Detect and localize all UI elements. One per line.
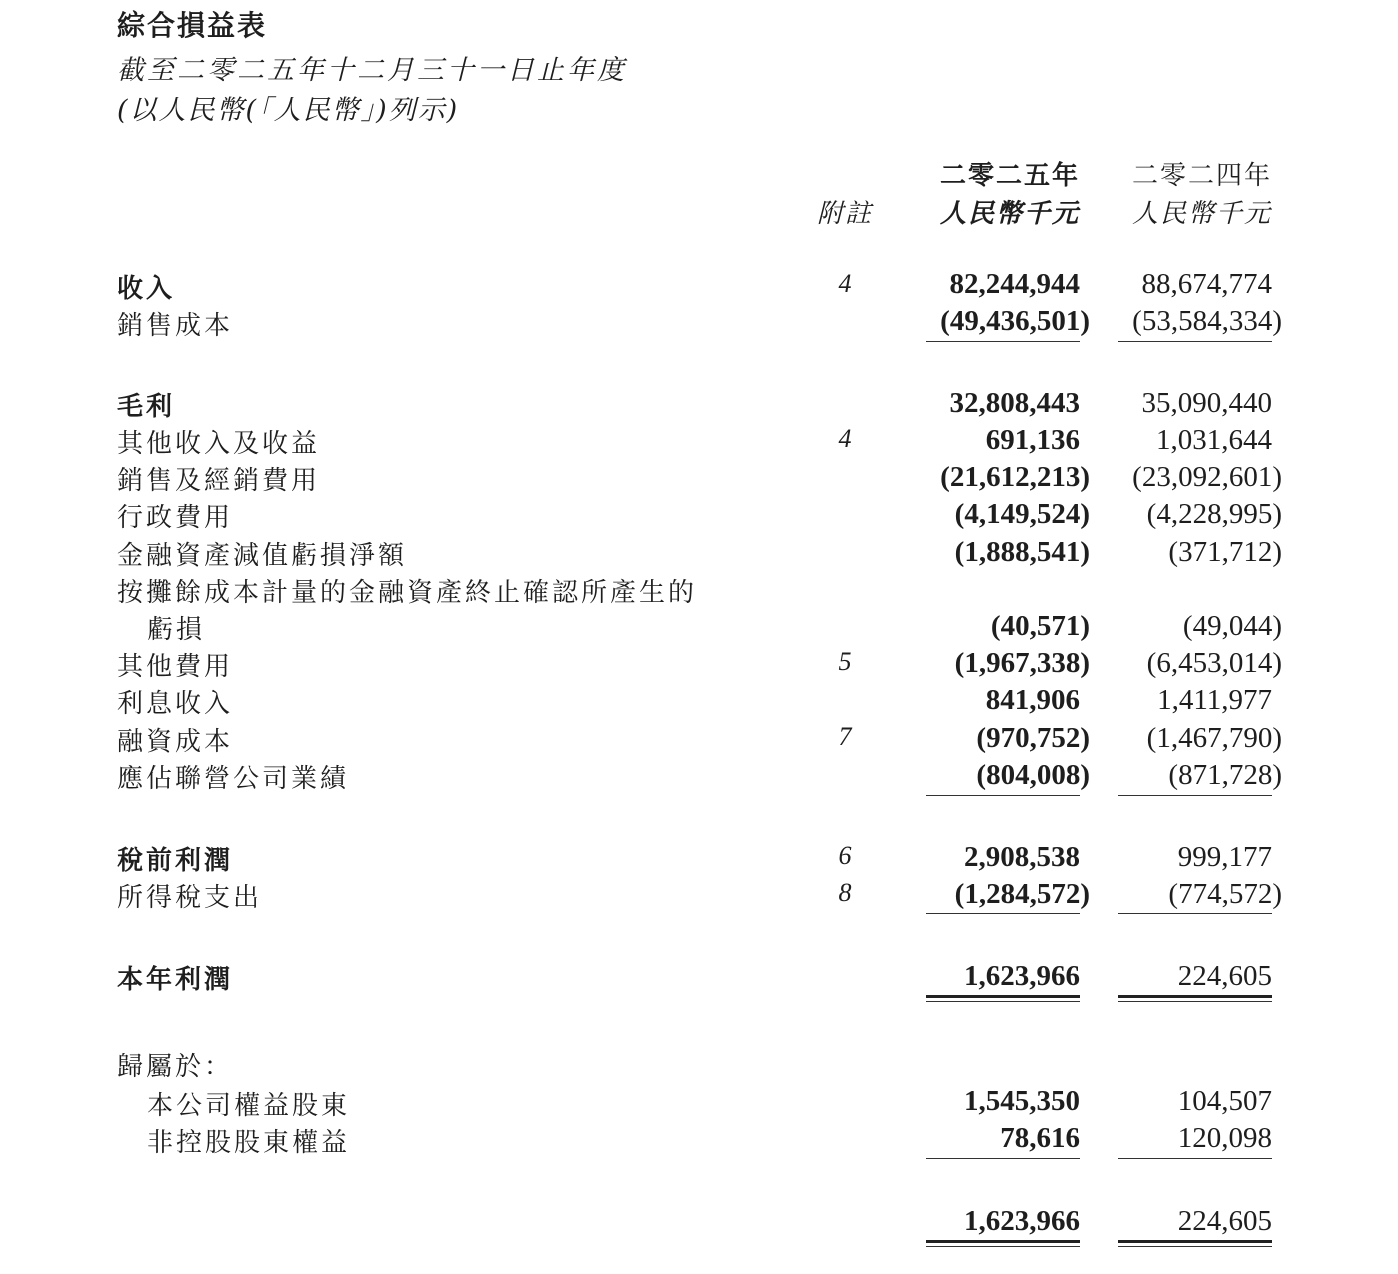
row-value-2025-non-controlling-interests: 78,616 (1000, 1122, 1080, 1154)
column-header-note: 附註 (816, 199, 873, 229)
row-value-2024-gross-profit: 35,090,440 (1141, 387, 1272, 419)
total-double-rule-2024 (1118, 995, 1272, 1002)
subtotal-rule-2025 (926, 1158, 1080, 1159)
row-label-revenue: 收入 (117, 274, 176, 304)
row-value-2025-selling-distribution: (21,612,213) (940, 461, 1090, 493)
total-double-rule-2025 (926, 995, 1080, 1002)
row-note-other-income: 4 (838, 424, 852, 453)
column-header-year-2024: 二零二四年 (1131, 161, 1272, 191)
row-value-2024-non-controlling-interests: 120,098 (1177, 1122, 1272, 1154)
row-label-profit-for-year: 本年利潤 (117, 965, 234, 995)
row-label-other-expenses: 其他費用 (117, 652, 234, 682)
row-note-income-tax: 8 (838, 878, 852, 907)
column-header-year-2025: 二零二五年 (939, 161, 1080, 191)
row-label-finance-costs: 融資成本 (117, 727, 234, 757)
row-label-equity-shareholders: 本公司權益股東 (147, 1091, 351, 1121)
row-value-2024-equity-shareholders: 104,507 (1177, 1085, 1272, 1117)
row-value-2024-cost-of-sales: (53,584,334) (1132, 305, 1282, 337)
row-label-profit-before-tax: 稅前利潤 (117, 846, 234, 876)
row-value-2025-profit-before-tax: 2,908,538 (964, 841, 1080, 873)
row-value-2024-profit-for-year: 224,605 (1177, 960, 1272, 992)
row-note-other-expenses: 5 (838, 647, 852, 676)
statement-period: 截至二零二五年十二月三十一日止年度 (117, 55, 627, 86)
row-label-gross-profit: 毛利 (117, 392, 176, 422)
subtotal-rule-2025 (926, 341, 1080, 342)
row-value-2024-revenue: 88,674,774 (1141, 268, 1272, 300)
row-value-2024-attributable-total: 224,605 (1177, 1205, 1272, 1237)
row-value-2024-administrative: (4,228,995) (1146, 498, 1282, 530)
row-label-derecognition-loss: 按攤餘成本計量的金融資產終止確認所產生的 (117, 578, 698, 608)
statement-title: 綜合損益表 (117, 9, 268, 42)
row-value-2024-impairment: (371,712) (1168, 536, 1282, 568)
row-value-2024-interest-income: 1,411,977 (1157, 684, 1272, 716)
total-double-rule-2024 (1118, 1240, 1272, 1247)
row-value-2024-derecognition-loss: (49,044) (1182, 610, 1282, 642)
total-double-rule-2025 (926, 1240, 1080, 1247)
row-label-administrative: 行政費用 (117, 503, 234, 533)
statement-currency: (以人民幣(「人民幣」)列示) (117, 95, 460, 126)
row-value-2025-finance-costs: (970,752) (976, 722, 1090, 754)
row-note-profit-before-tax: 6 (838, 841, 852, 870)
row-value-2024-finance-costs: (1,467,790) (1146, 722, 1282, 754)
row-value-2024-other-expenses: (6,453,014) (1146, 647, 1282, 679)
row-value-2025-cost-of-sales: (49,436,501) (940, 305, 1090, 337)
subtotal-rule-2024 (1118, 913, 1272, 914)
row-value-2025-interest-income: 841,906 (985, 684, 1080, 716)
row-value-2025-attributable-total: 1,623,966 (964, 1205, 1080, 1237)
row-label-selling-distribution: 銷售及經銷費用 (117, 466, 321, 496)
row-value-2025-equity-shareholders: 1,545,350 (964, 1085, 1080, 1117)
column-header-unit-2025: 人民幣千元 (939, 199, 1080, 229)
row-note-finance-costs: 7 (838, 722, 852, 751)
subtotal-rule-2024 (1118, 1158, 1272, 1159)
row-value-2025-other-expenses: (1,967,338) (954, 647, 1090, 679)
row-label-impairment: 金融資產減值虧損淨額 (117, 541, 408, 571)
row-value-2025-gross-profit: 32,808,443 (949, 387, 1080, 419)
row-label-interest-income: 利息收入 (117, 689, 234, 719)
row-label-attributable-to: 歸屬於： (117, 1052, 234, 1082)
row-label-other-income: 其他收入及收益 (117, 429, 321, 459)
row-value-2025-revenue: 82,244,944 (949, 268, 1080, 300)
subtotal-rule-2024 (1118, 795, 1272, 796)
row-label-income-tax: 所得稅支出 (117, 883, 263, 913)
row-value-2025-profit-for-year: 1,623,966 (964, 960, 1080, 992)
row-value-2024-profit-before-tax: 999,177 (1177, 841, 1272, 873)
row-value-2024-income-tax: (774,572) (1168, 878, 1282, 910)
row-value-2025-derecognition-loss: (40,571) (990, 610, 1090, 642)
row-note-revenue: 4 (838, 269, 852, 298)
row-value-2024-selling-distribution: (23,092,601) (1132, 461, 1282, 493)
row-value-2025-income-tax: (1,284,572) (954, 878, 1090, 910)
row-label-share-of-associates: 應佔聯營公司業績 (117, 764, 350, 794)
row-value-2025-impairment: (1,888,541) (954, 536, 1090, 568)
row-label-non-controlling-interests: 非控股股東權益 (147, 1128, 351, 1158)
subtotal-rule-2025 (926, 913, 1080, 914)
row-value-2025-other-income: 691,136 (985, 424, 1080, 456)
row-value-2024-other-income: 1,031,644 (1156, 424, 1272, 456)
row-value-2025-administrative: (4,149,524) (954, 498, 1090, 530)
row-value-2025-share-of-associates: (804,008) (976, 759, 1090, 791)
subtotal-rule-2024 (1118, 341, 1272, 342)
row-label-derecognition-loss-cont: 虧損 (147, 615, 206, 645)
row-label-cost-of-sales: 銷售成本 (117, 311, 234, 341)
subtotal-rule-2025 (926, 795, 1080, 796)
row-value-2024-share-of-associates: (871,728) (1168, 759, 1282, 791)
column-header-unit-2024: 人民幣千元 (1131, 199, 1272, 229)
